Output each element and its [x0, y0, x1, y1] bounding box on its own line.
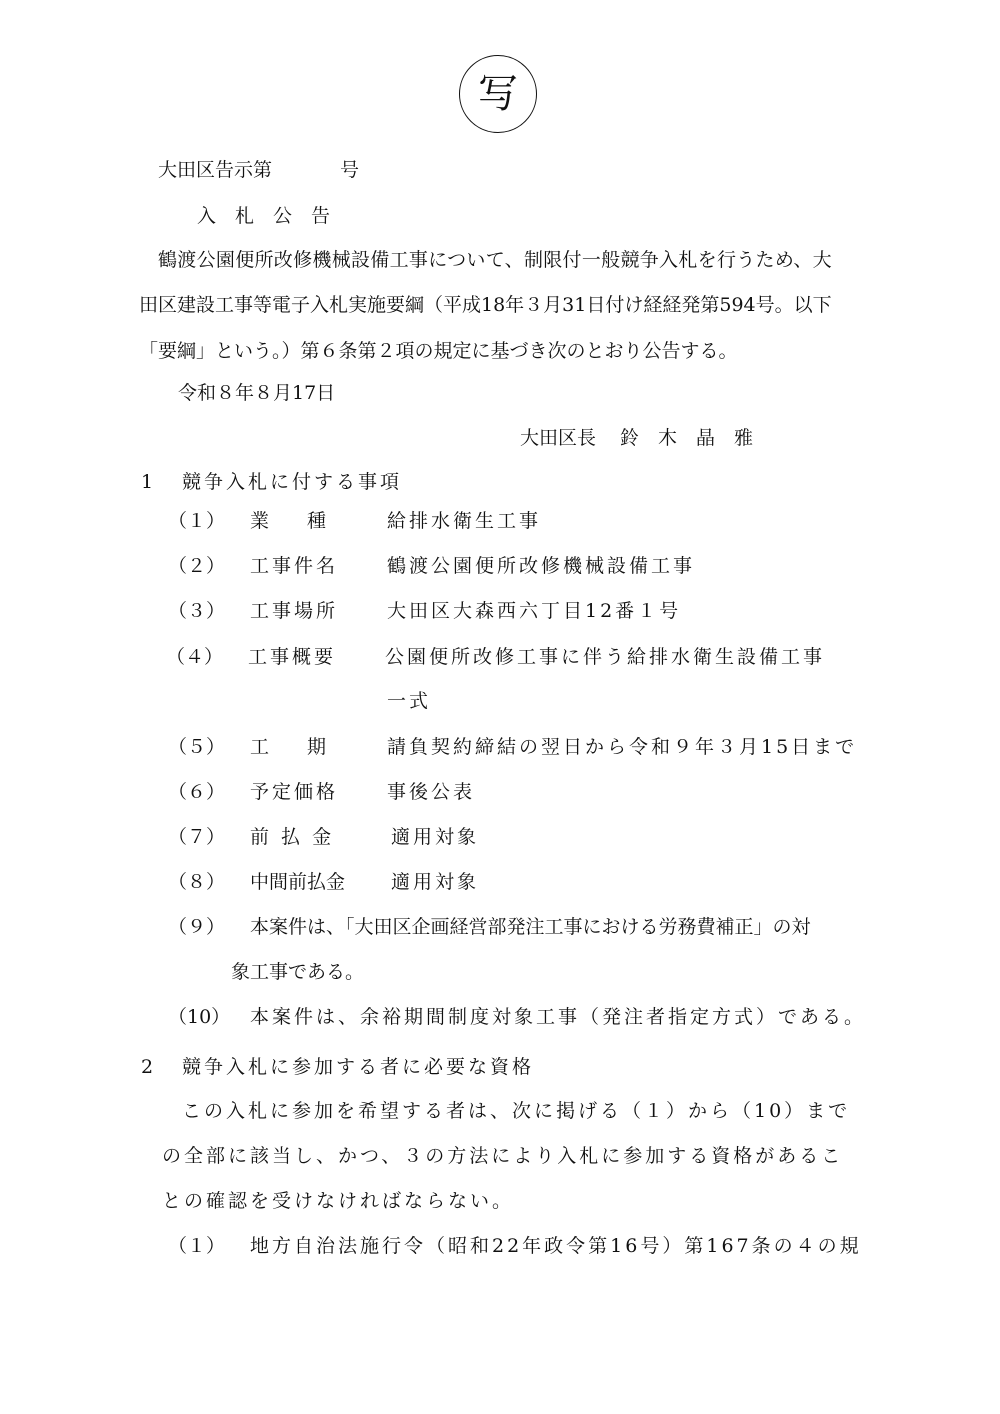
item-5-value: 請負契約締結の翌日から令和９年３月15日まで [387, 736, 858, 758]
section-2-item-1-number: （１） [168, 1235, 226, 1257]
item-8-value: 適用対象 [391, 871, 480, 893]
document-title: 入 札 公 告 [197, 205, 331, 227]
item-1-number: （１） [168, 510, 226, 532]
item-9-text-continued: 象工事である。 [231, 961, 365, 983]
section-2-para-line-1: この入札に参加を希望する者は、次に掲げる（１）から（10）まで [182, 1100, 851, 1122]
notice-number-prefix: 大田区告示第 [158, 159, 273, 181]
section-2-item-1-text: 地方自治法施行令（昭和22年政令第16号）第167条の４の規 [250, 1235, 862, 1257]
item-4-value: 公園便所改修工事に伴う給排水衛生設備工事 [385, 646, 826, 668]
item-10-text: 本案件は、余裕期間制度対象工事（発注者指定方式）である。 [250, 1006, 867, 1028]
item-7-value: 適用対象 [391, 826, 480, 848]
item-7-label: 前 払 金 [250, 826, 335, 848]
item-4-number: （４） [166, 646, 224, 668]
item-7-number: （７） [168, 826, 226, 848]
item-10-number: （10） [168, 1006, 231, 1028]
item-2-label: 工事件名 [250, 555, 339, 577]
section-1-number: 1 [141, 471, 154, 493]
item-6-value: 事後公表 [387, 781, 476, 803]
section-2-heading: 競争入札に参加する者に必要な資格 [182, 1056, 535, 1078]
item-6-label: 予定価格 [250, 781, 339, 803]
section-2-para-line-3: との確認を受けなければならない。 [162, 1190, 515, 1212]
section-2-para-line-2: の全部に該当し、かつ、３の方法により入札に参加する資格があるこ [162, 1145, 844, 1167]
item-4-value-continued: 一式 [387, 690, 432, 712]
notice-date: 令和８年８月17日 [178, 382, 336, 404]
section-1-heading: 競争入札に付する事項 [182, 471, 403, 493]
stamp-character: 写 [478, 71, 518, 117]
item-2-value: 鶴渡公園便所改修機械設備工事 [387, 555, 696, 577]
item-2-number: （２） [168, 555, 226, 577]
item-4-label: 工事概要 [248, 646, 337, 668]
signatory-name: 鈴 木 晶 雅 [620, 427, 754, 449]
item-8-number: （８） [168, 871, 226, 893]
item-8-label: 中間前払金 [250, 871, 346, 893]
item-1-label: 業 種 [250, 510, 327, 532]
notice-number-suffix: 号 [340, 159, 360, 181]
item-5-number: （５） [168, 736, 226, 758]
item-9-number: （９） [168, 916, 226, 938]
section-2-number: 2 [141, 1056, 154, 1078]
intro-line-2: 田区建設工事等電子入札実施要綱（平成18年３月31日付け経経発第594号。以下 [139, 294, 832, 316]
item-3-label: 工事場所 [250, 600, 339, 622]
item-6-number: （６） [168, 781, 226, 803]
signatory-office: 大田区長 [520, 427, 597, 449]
copy-stamp [459, 55, 537, 133]
item-9-text: 本案件は、「大田区企画経営部発注工事における労務費補正」の対 [250, 916, 811, 938]
item-3-value: 大田区大森西六丁目12番１号 [387, 600, 682, 622]
item-3-number: （３） [168, 600, 226, 622]
intro-line-3: 「要綱」という。）第６条第２項の規定に基づき次のとおり公告する。 [139, 340, 738, 362]
item-5-label: 工 期 [250, 736, 327, 758]
intro-line-1: 鶴渡公園便所改修機械設備工事について、制限付一般競争入札を行うため、大 [158, 249, 832, 271]
item-1-value: 給排水衛生工事 [387, 510, 542, 532]
